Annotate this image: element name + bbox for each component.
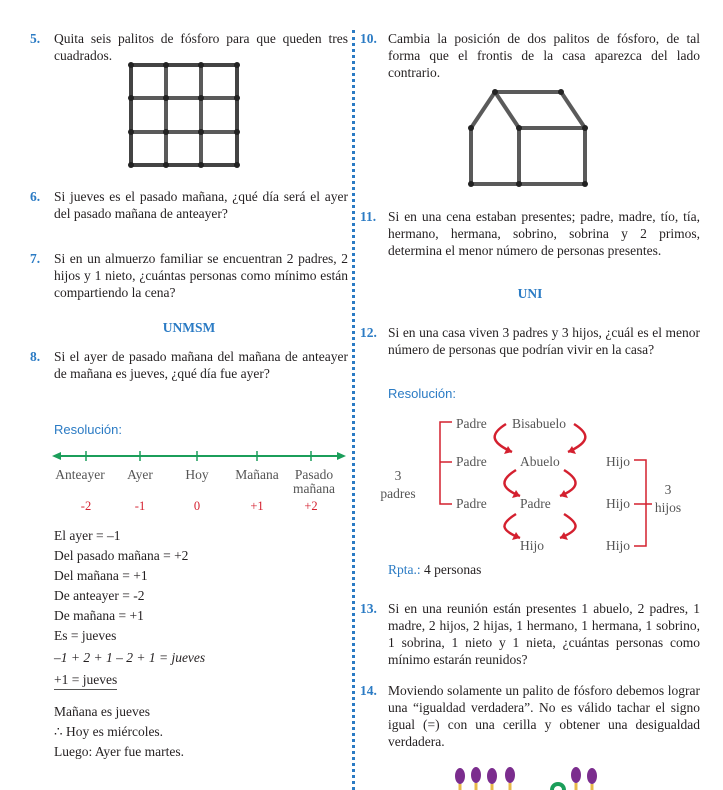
- match-heads: [455, 767, 597, 784]
- timeline-label: Anteayer: [55, 467, 105, 482]
- timeline-labels: [55, 467, 335, 496]
- rpta-label: Rpta.:: [388, 562, 421, 577]
- problem-number: 10.: [360, 31, 377, 46]
- conclusion-line: Mañana es jueves: [54, 704, 150, 719]
- problem-text: Quita seis palitos de fósforo para que queden tres cuadrados.: [54, 31, 348, 63]
- step-line: De anteayer = -2: [54, 588, 145, 603]
- sum-line: +1 = jueves: [54, 672, 117, 690]
- step-line: Del mañana = +1: [54, 568, 148, 583]
- timeline-label: Mañana: [235, 467, 279, 482]
- problem-text: Si en una cena estaban presentes; padre, madre, tío, tía, hermano, hermana, sobrino, sobrina y 2 primos, determina el menor número de personas presentes.: [388, 209, 700, 258]
- resolucion-label: Resolución:: [388, 386, 456, 401]
- timeline-label-extra: mañana: [293, 481, 335, 496]
- problem-number: 13.: [360, 601, 377, 616]
- section-heading-uni: UNI: [517, 286, 543, 301]
- padre-item: Padre: [456, 496, 487, 511]
- padres-label: padres: [380, 486, 416, 501]
- matchstick-heads: [128, 62, 240, 168]
- timeline-label: Hoy: [185, 467, 209, 482]
- padre-item: Padre: [456, 454, 487, 469]
- timeline-value: +1: [250, 499, 264, 513]
- padres-bracket: [440, 422, 452, 504]
- hijo-item: Hijo: [606, 496, 631, 511]
- step-line: Del pasado mañana = +2: [54, 548, 189, 563]
- step-line: Es = jueves: [54, 628, 117, 643]
- problem-number: 7.: [30, 251, 41, 266]
- chain-item: Bisabuelo: [512, 416, 566, 431]
- padres-count: 3: [394, 468, 402, 483]
- matchstick-equation-figure: [452, 766, 602, 790]
- step-line: El ayer = –1: [54, 528, 121, 543]
- problem-text: Cambia la posición de dos palitos de fósforo, de tal forma que el frontis de la casa aparezca del lado contrario.: [388, 31, 700, 80]
- timeline-value: +2: [304, 499, 318, 513]
- timeline-figure: [52, 448, 348, 518]
- problem-text: Si en una casa viven 3 padres y 3 hijos, ¿cuál es el menor número de personas que podrían vivir en la casa?: [388, 325, 700, 357]
- problem-11: [360, 208, 700, 259]
- problem-number: 8.: [30, 349, 41, 364]
- conclusion-line: Luego: Ayer fue martes.: [54, 744, 184, 759]
- matchstick-grid-figure: [128, 62, 240, 168]
- timeline-label: Ayer: [127, 467, 153, 482]
- rpta-value: 4 personas: [424, 562, 482, 577]
- problem-10: [360, 30, 700, 81]
- house-lines: [471, 92, 585, 184]
- problem-13: [360, 600, 700, 668]
- problem-7: [30, 250, 348, 301]
- column-divider: [352, 30, 355, 790]
- timeline-values: [81, 499, 318, 513]
- section-heading-unmsm: UNMSM: [162, 320, 216, 335]
- timeline-axis: [52, 451, 346, 461]
- problem-5: [30, 30, 348, 64]
- timeline-value: -2: [80, 499, 92, 513]
- problem-number: 6.: [30, 189, 41, 204]
- problem-number: 14.: [360, 683, 377, 698]
- chain-arrows: [495, 424, 586, 538]
- problem-text: Si en un almuerzo familiar se encuentran 2 padres, 2 hijos y 1 nieto, ¿cuántas personas como mínimo están compartiendo la cena?: [54, 251, 348, 300]
- equation-line: –1 + 2 + 1 – 2 + 1 = jueves: [54, 650, 206, 665]
- problem-8: [30, 348, 348, 382]
- problem-6: [30, 188, 348, 222]
- chain-item: Padre: [520, 496, 551, 511]
- chain-item: Abuelo: [520, 454, 560, 469]
- hijo-item: Hijo: [606, 454, 631, 469]
- problem-text: Si jueves es el pasado mañana, ¿qué día será el ayer del pasado mañana de anteayer?: [54, 189, 348, 221]
- problem-text: Si en una reunión están presentes 1 abuelo, 2 padres, 1 madre, 2 hijos, 2 hijas, 1 hermano, 1 hermana, 1 sobrino, 1 sobrina, 1 nieto y 1 nieta, ¿cuántas personas como mínimo estarán reunidos?: [388, 601, 700, 667]
- hijos-label: hijos: [654, 500, 682, 515]
- timeline-label: Pasado: [294, 467, 334, 482]
- chain-item: Hijo: [520, 538, 545, 553]
- family-diagram: [380, 408, 700, 558]
- conclusion-line: ∴ Hoy es miércoles.: [54, 724, 164, 739]
- problem-text: Si el ayer de pasado mañana del mañana de anteayer de mañana es jueves, ¿qué día fue ayer?: [54, 349, 348, 381]
- padre-item: Padre: [456, 416, 487, 431]
- match-sticks: [460, 783, 592, 790]
- resolucion-label: Resolución:: [54, 422, 122, 437]
- matchstick-house-figure: [465, 88, 591, 188]
- problem-number: 12.: [360, 325, 377, 340]
- step-line: De mañana = +1: [54, 608, 144, 623]
- problem-number: 11.: [360, 209, 377, 224]
- diagram-labels: [380, 416, 681, 553]
- hijo-item: Hijo: [606, 538, 631, 553]
- timeline-value: -1: [134, 499, 146, 513]
- answer-line: [388, 562, 481, 578]
- problem-14: [360, 682, 700, 750]
- matchstick-grid-lines: [131, 65, 237, 165]
- problem-12: [360, 324, 700, 358]
- green-shape: [552, 784, 564, 790]
- timeline-value: 0: [193, 499, 201, 513]
- problem-text: Moviendo solamente un palito de fósforo debemos lograr una “igualdad verdadera”. No es válido tachar el signo igual (=) con una cerilla y obtener una desigualdad verdadera.: [388, 683, 700, 749]
- problem-number: 5.: [30, 31, 41, 46]
- hijos-bracket: [634, 460, 652, 546]
- hijos-count: 3: [664, 482, 672, 497]
